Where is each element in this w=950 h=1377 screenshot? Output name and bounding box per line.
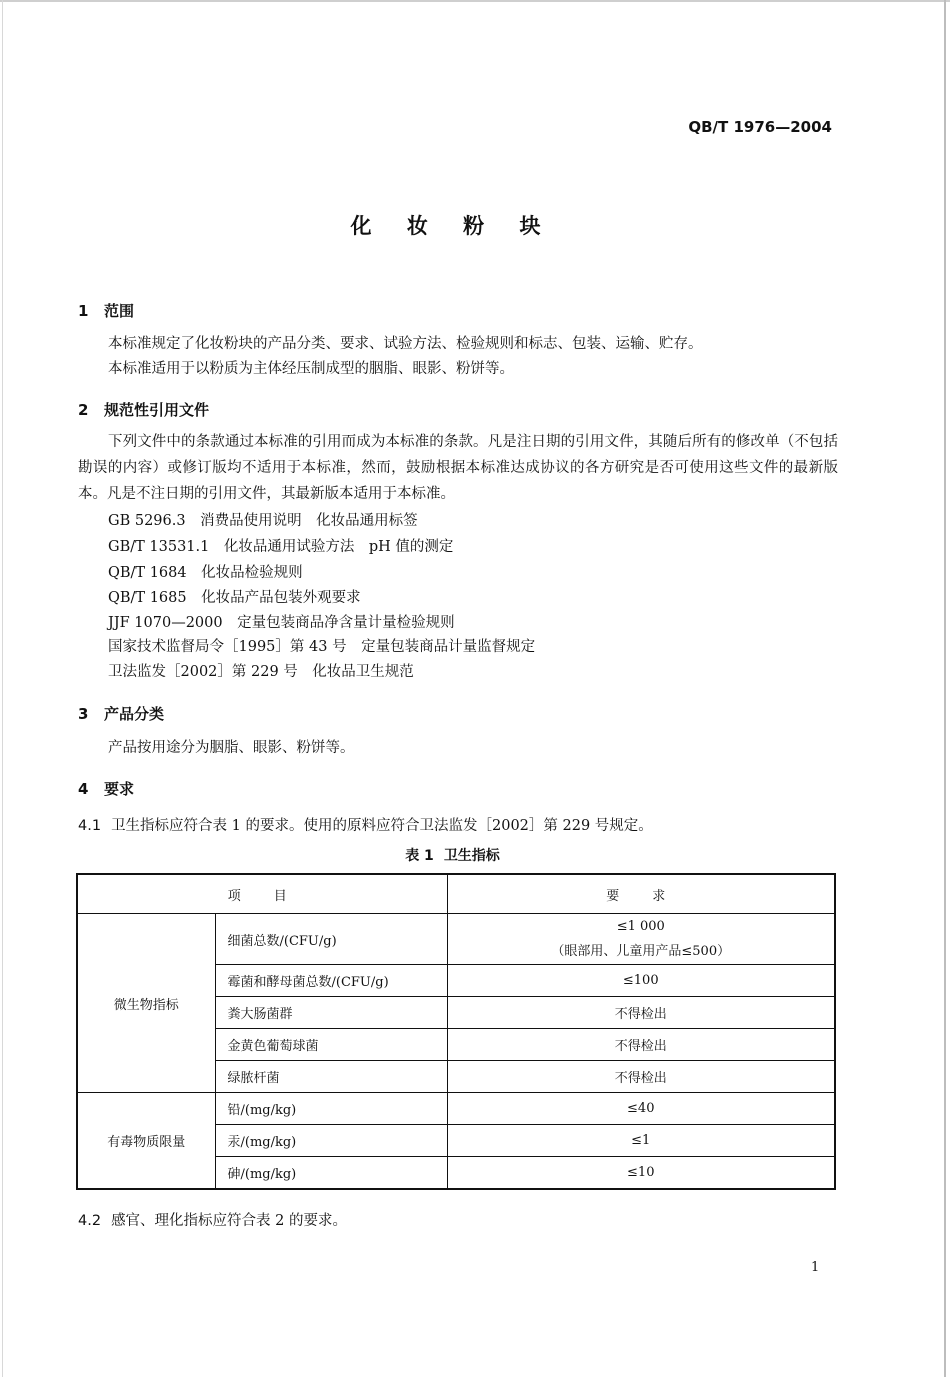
section-1-line-2: 本标准适用于以粉质为主体经压制成型的胭脂、眼影、粉饼等。 (108, 361, 514, 377)
reference-item: 卫法监发［2002］第 229 号 化妆品卫生规范 (108, 664, 414, 680)
section-3-text: 产品按用途分为胭脂、眼影、粉饼等。 (108, 740, 355, 756)
scan-edge-top (0, 0, 950, 2)
section-3-heading (78, 703, 164, 724)
table-caption-number: 表 1 (405, 848, 434, 864)
requirement-cell: 不得检出 (447, 1029, 835, 1061)
clause-text: 卫生指标应符合表 1 的要求。使用的原料应符合卫法监发［2002］第 229 号规定。 (111, 818, 653, 834)
reference-item: JJF 1070—2000 定量包装商品净含量计量检验规则 (108, 615, 455, 631)
item-cell: 绿脓杆菌 (215, 1061, 447, 1093)
requirement-cell: ≤40 (447, 1093, 835, 1125)
requirement-cell: 不得检出 (447, 997, 835, 1029)
scan-edge-left (2, 0, 3, 1377)
table-row (77, 914, 835, 965)
section-number: 1 (78, 302, 89, 320)
standard-code: QB/T 1976—2004 (688, 118, 832, 136)
reference-item: GB/T 13531.1 化妆品通用试验方法 pH 值的测定 (108, 539, 454, 555)
table-1-caption (0, 845, 905, 865)
item-cell: 铅/(mg/kg) (215, 1093, 447, 1125)
item-cell: 霉菌和酵母菌总数/(CFU/g) (215, 965, 447, 997)
requirement-cell: ≤1 (447, 1125, 835, 1157)
section-title: 要求 (104, 780, 135, 798)
clause-4-1 (78, 814, 653, 835)
reference-item: QB/T 1684 化妆品检验规则 (108, 565, 303, 581)
section-2-intro: 下列文件中的条款通过本标准的引用而成为本标准的条款。凡是注日期的引用文件，其随后所有的修改单（不包括勘误的内容）或修订版均不适用于本标准，然而，鼓励根据本标准达成协议的各方研究是否可使用这些文件的最新版本。凡是不注日期的引用文件，其最新版本适用于本标准。 (78, 434, 838, 502)
clause-number: 4.2 (78, 1213, 102, 1229)
table-header-row (77, 874, 835, 914)
item-cell: 金黄色葡萄球菌 (215, 1029, 447, 1061)
section-number: 2 (78, 401, 89, 419)
reference-item: GB 5296.3 消费品使用说明 化妆品通用标签 (108, 513, 418, 529)
reference-item: QB/T 1685 化妆品产品包装外观要求 (108, 590, 361, 606)
table-row (77, 1093, 835, 1125)
item-cell: 粪大肠菌群 (215, 997, 447, 1029)
requirement-value: ≤1 000 (616, 919, 665, 934)
table-caption-title: 卫生指标 (443, 848, 500, 864)
requirement-note: （眼部用、儿童用产品≤500） (551, 944, 731, 959)
section-2-heading (78, 399, 209, 420)
section-1-line-1: 本标准规定了化妆粉块的产品分类、要求、试验方法、检验规则和标志、包装、运输、贮存。 (108, 336, 703, 352)
section-4-heading (78, 778, 134, 799)
section-title: 范围 (104, 302, 135, 320)
header-item: 项 目 (77, 874, 447, 914)
item-cell: 汞/(mg/kg) (215, 1125, 447, 1157)
requirement-cell (447, 914, 835, 965)
group-microbial: 微生物指标 (77, 914, 215, 1093)
hygiene-indicators-table (76, 873, 836, 1190)
reference-item: 国家技术监督局令［1995］第 43 号 定量包装商品计量监督规定 (108, 639, 536, 655)
section-1-heading (78, 300, 134, 321)
item-cell: 砷/(mg/kg) (215, 1157, 447, 1190)
item-cell: 细菌总数/(CFU/g) (215, 914, 447, 965)
scan-edge-right (944, 0, 946, 1377)
clause-text: 感官、理化指标应符合表 2 的要求。 (111, 1213, 348, 1229)
clause-4-2 (78, 1209, 347, 1230)
group-toxic-substances: 有毒物质限量 (77, 1093, 215, 1190)
requirement-cell: ≤10 (447, 1157, 835, 1190)
section-number: 3 (78, 705, 89, 723)
requirement-cell: ≤100 (447, 965, 835, 997)
requirement-cell: 不得检出 (447, 1061, 835, 1093)
document-title: 化 妆 粉 块 (350, 214, 555, 238)
section-title: 规范性引用文件 (104, 401, 210, 419)
header-requirement: 要 求 (447, 874, 835, 914)
section-number: 4 (78, 780, 89, 798)
clause-number: 4.1 (78, 818, 102, 834)
page-number: 1 (811, 1260, 820, 1275)
section-title: 产品分类 (104, 705, 165, 723)
